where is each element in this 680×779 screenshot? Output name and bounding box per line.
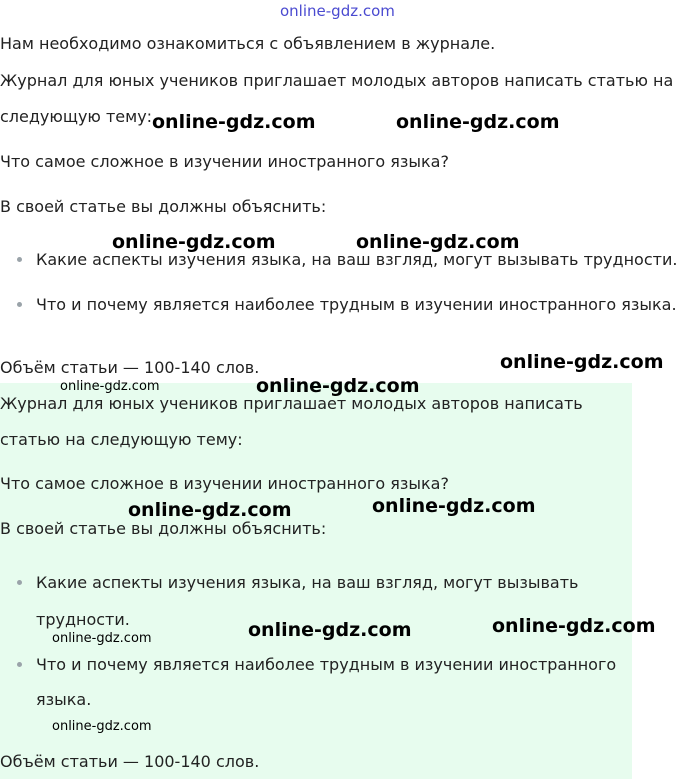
header-watermark: online-gdz.com <box>280 2 395 20</box>
answer-line-2: статью на следующую тему: <box>0 430 243 449</box>
explain-heading: В своей статье вы должны объяснить: <box>0 197 327 216</box>
watermark: online-gdz.com <box>248 619 412 641</box>
list-item: Какие аспекты изучения языка, на ваш взгляд, могут вызывать <box>36 573 579 592</box>
watermark: online-gdz.com <box>372 495 536 517</box>
bullet-icon <box>17 302 22 307</box>
watermark: online-gdz.com <box>492 615 656 637</box>
bullet-icon <box>17 580 22 585</box>
watermark: online-gdz.com <box>52 719 152 734</box>
list-item: Какие аспекты изучения языка, на ваш взгляд, могут вызывать трудности. <box>36 250 678 269</box>
answer-question: Что самое сложное в изучении иностранного языка? <box>0 474 449 493</box>
watermark: online-gdz.com <box>52 631 152 646</box>
watermark: online-gdz.com <box>60 379 160 394</box>
answer-explain: В своей статье вы должны объяснить: <box>0 519 327 538</box>
watermark: online-gdz.com <box>128 499 292 521</box>
watermark: online-gdz.com <box>112 231 276 253</box>
watermark: online-gdz.com <box>356 231 520 253</box>
word-count-note: Объём статьи — 100-140 слов. <box>0 358 260 377</box>
announcement-line-1: Журнал для юных учеников приглашает молодых авторов написать статью на <box>0 71 674 90</box>
bullet-icon <box>17 257 22 262</box>
watermark: online-gdz.com <box>396 111 560 133</box>
list-item-continuation: трудности. <box>36 610 130 629</box>
topic-question: Что самое сложное в изучении иностранного языка? <box>0 152 449 171</box>
intro-text: Нам необходимо ознакомиться с объявлением в журнале. <box>0 34 496 53</box>
watermark: online-gdz.com <box>256 375 420 397</box>
list-item: Что и почему является наиболее трудным в изучении иностранного языка. <box>36 295 677 314</box>
list-item: Что и почему является наиболее трудным в изучении иностранного <box>36 655 617 674</box>
list-item-continuation: языка. <box>36 690 92 709</box>
bullet-icon <box>17 662 22 667</box>
answer-word-count: Объём статьи — 100-140 слов. <box>0 752 260 771</box>
announcement-line-2: следующую тему: <box>0 107 153 126</box>
answer-line-1: Журнал для юных учеников приглашает молодых авторов написать <box>0 394 583 413</box>
watermark: online-gdz.com <box>152 111 316 133</box>
watermark: online-gdz.com <box>500 351 664 373</box>
